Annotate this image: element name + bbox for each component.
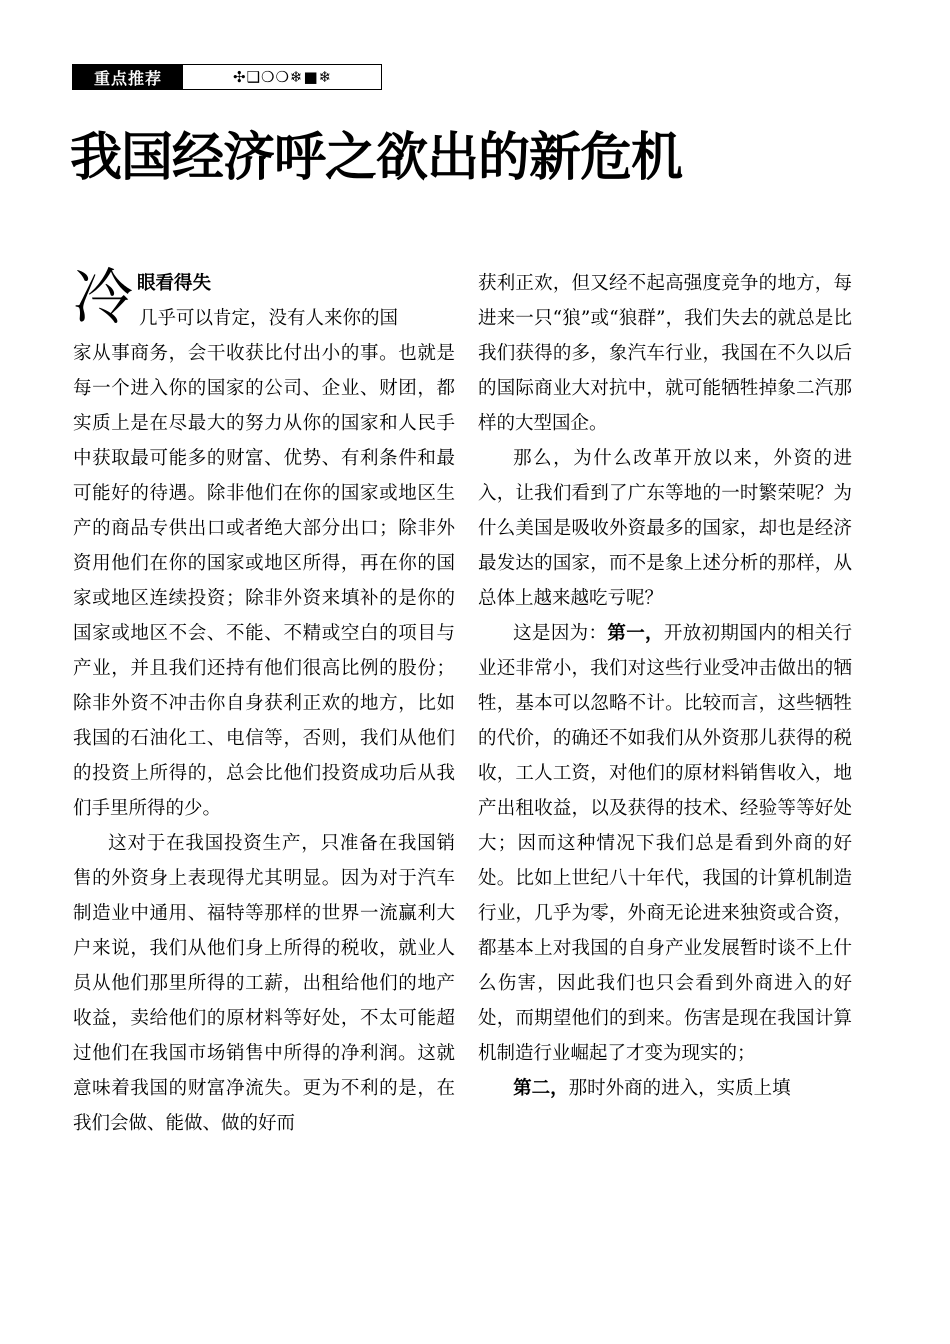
section-label: 重点推荐	[73, 65, 183, 89]
section-header	[72, 64, 382, 90]
right-column	[478, 266, 852, 1106]
paragraph-3-continued: 获利正欢，但又经不起高强度竞争的地方，每进来一只“狼”或“狼群”，我们失去的就总是比我们获得的多，象汽车行业，我国在不久以后的国际商业大对抗中，就可能牺牲掉象二汽那样的大型国企。	[478, 273, 852, 434]
paragraph-6	[478, 1071, 852, 1106]
paragraph-5-lead: 这是因为：	[513, 623, 608, 644]
paragraph-4: 那么，为什么改革开放以来，外资的进入，让我们看到了广东等地的一时繁荣呢？为什么美国是吸收外资最多的国家，却也是经济最发达的国家，而不是象上述分析的那样，从总体上越来越吃亏呢？	[478, 448, 852, 609]
point-two-label: 第二，	[513, 1078, 569, 1099]
paragraph-5-body: 开放初期国内的相关行业还非常小，我们对这些行业受冲击做出的牺牲，基本可以忽略不计。比较而言，这些牺牲的代价，的确还不如我们从外资那儿获得的税收，工人工资，对他们的原材料销售收入，地产出租收益，以及获得的技术、经验等等好处大；因而这种情况下我们总是看到外商的好处。比如上世纪八十年代，我国的计算机制造行业，几乎为零，外商无论进来独资或合资，都基本上对我国的自身产业发展暂时谈不上什么伤害，因此我们也只会看到外商进入的好处，而期望他们的到来。伤害是现在我国计算机制造行业崛起了才变为现实的；	[478, 623, 852, 1064]
paragraph-1-continued: 家从事商务，会干收获比付出小的事。也就是每一个进入你的国家的公司、企业、财团，都实质上是在尽最大的努力从你的国家和人民手中获取最可能多的财富、优势、有利条件和最可能好的待遇。除非他们在你的国家或地区生产的商品专供出口或者绝大部分出口；除非外资用他们在你的国家或地区所得，再在你的国家或地区连续投资；除非外资来填补的是你的国家或地区不会、不能、不精或空白的项目与产业，并且我们还持有他们很高比例的股份；除非外资不冲击你自身获利正欢的地方，比如我国的石油化工、电信等，否则，我们从他们的投资上所得的，总会比他们投资成功后从我们手里所得的少。	[73, 343, 455, 819]
paragraph-6-body: 那时外商的进入，实质上填	[568, 1078, 791, 1099]
section-ornament: ✣❑❍❍❄■❄	[233, 68, 333, 86]
left-column	[73, 263, 455, 1141]
drop-cap: 冷	[73, 263, 133, 333]
lead-first-line: 几乎可以肯定，没有人来你的国	[139, 308, 399, 329]
lead-text	[137, 266, 455, 336]
paragraph-2: 这对于在我国投资生产，只准备在我国销售的外资身上表现得尤其明显。因为对于汽车制造业中通用、福特等那样的世界一流赢利大户来说，我们从他们身上所得的税收，就业人员从他们那里所得的工薪，出租给他们的地产收益，卖给他们的原材料等好处，不太可能超过他们在我国市场销售中所得的净利润。这就意味着我国的财富净流失。更为不利的是，在我们会做、能做、做的好而	[73, 833, 455, 1134]
lead-block	[73, 263, 455, 336]
paragraph-5	[478, 616, 852, 1071]
lead-heading: 眼看得失	[137, 273, 212, 294]
point-one-label: 第一，	[607, 623, 664, 644]
article-headline: 我国经济呼之欲出的新危机	[70, 128, 683, 188]
